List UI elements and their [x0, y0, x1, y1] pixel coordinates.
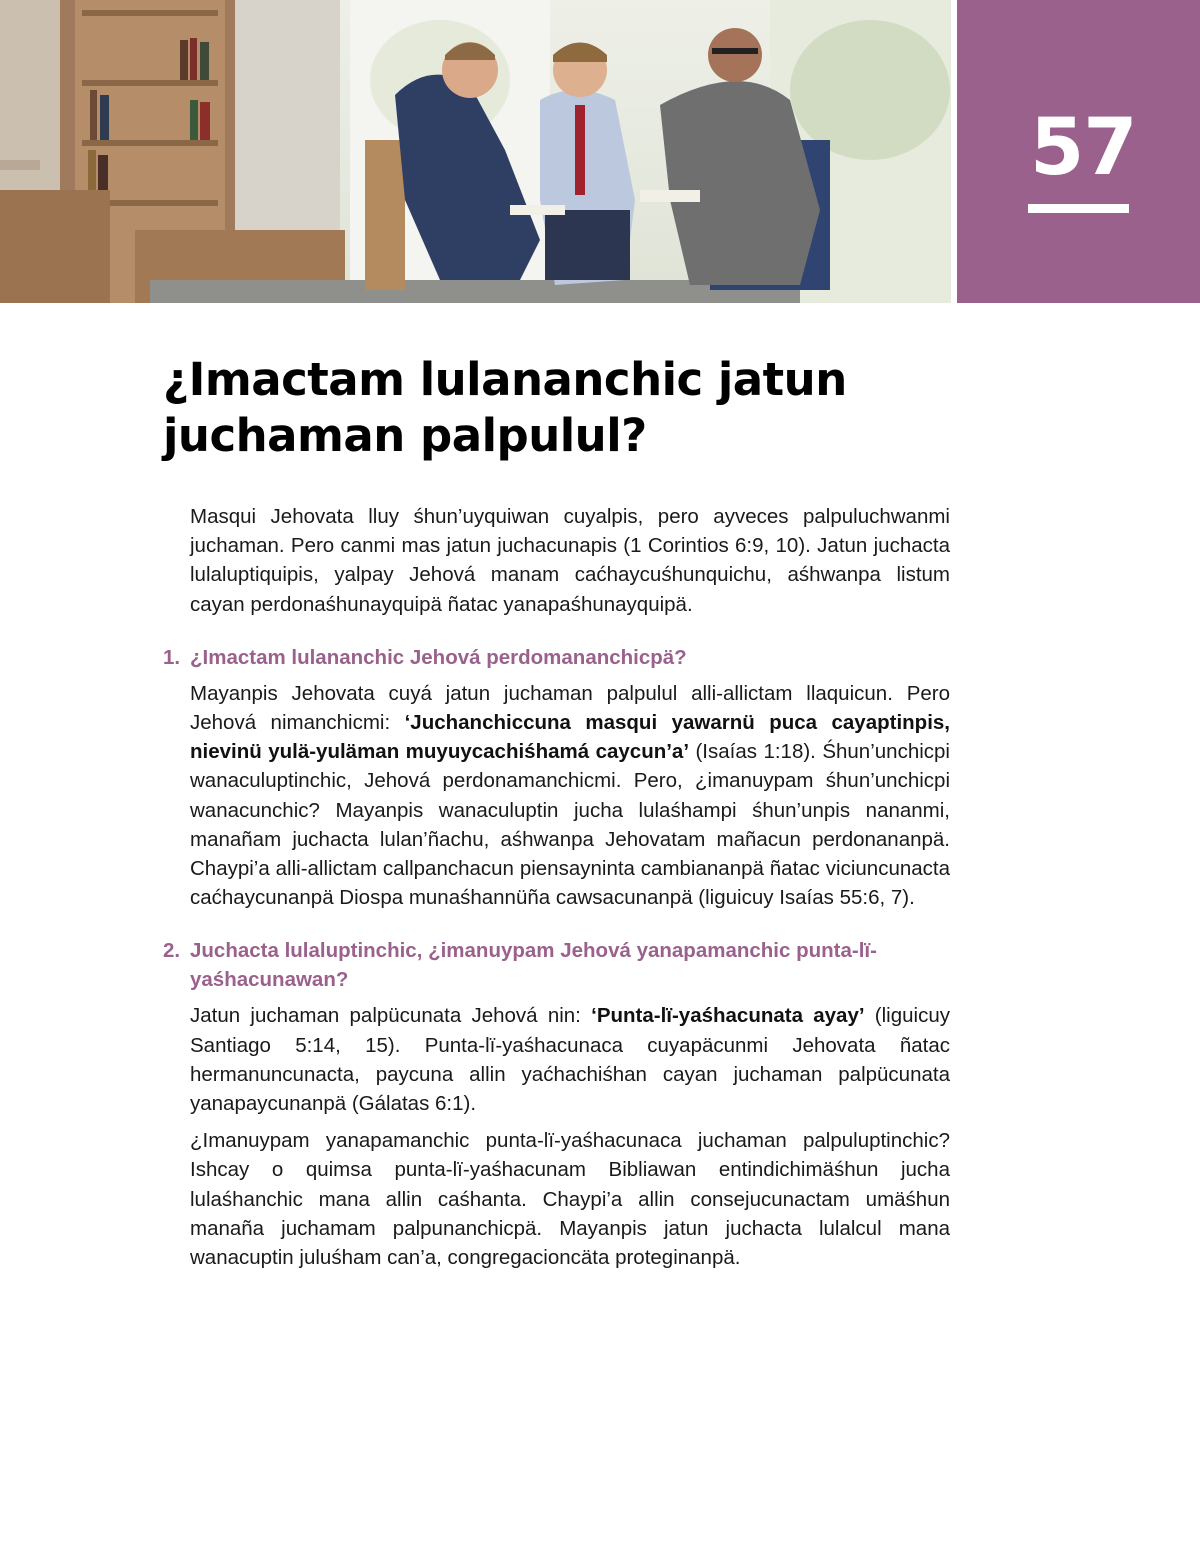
question-2-paragraph-2: ¿Imanuypam yanapamanchic punta-lï-yaśhacunaca juchaman palpuluptinchic? Ishcay o quimsa punta-lï-yaśhacunam Bibliawan entindichimäśhun jucha lulaśhanchic mana allin caśhanta. Chaypi’a allin consejucunactam umäśhun manaña juchamam palpunanchicpä. Mayanpis jatun juchacta lulalcul mana wanacuptin juluśham can’a, congregacioncäta proteginanpä.	[190, 1129, 950, 1270]
question-1-text: ¿Imactam lulananchic Jehová perdomananchicpä?	[190, 645, 687, 669]
question-1-paragraph	[190, 679, 950, 913]
lesson-number-underline	[1028, 204, 1129, 213]
question-1-heading	[163, 643, 950, 672]
paragraph-text: Mayanpis Jehovata cuyá jatun juchaman palpulul alli-allictam llaquicun. Pero Jehová nimanchicmi:	[190, 681, 950, 735]
scripture-quote: ‘Punta-lï-yaśhacunata ayay’	[591, 1004, 865, 1028]
question-2-paragraph-1	[190, 1001, 950, 1118]
intro-paragraph: Masqui Jehovata lluy śhun’uyquiwan cuyalpis, pero ayveces palpuluchwanmi juchaman. Pero canmi mas jatun juchacunapis (1 Corintios 6:9, 10). Jatun juchacta lulaluptiquipis, yalpay Jehová manam caćhaycuśhunquichu, aśhwanpa listum cayan perdonaśhunayquipä ñatac yanapaśhunayquipä.	[190, 505, 950, 616]
page-title: ¿Imactam lulananchic jatun juchaman palpulul?	[163, 353, 847, 462]
question-2-heading	[163, 936, 950, 994]
lesson-number: 57	[1030, 103, 1137, 193]
question-2-number: 2.	[163, 939, 181, 963]
header-photo	[0, 0, 951, 303]
paragraph-text: (Isaías 1:18). Śhun’unchicpi wanaculuptinchic, Jehová perdonamanchicmi. Pero, ¿imanuypam śhun’unchicpi wanacunchic? Mayanpis wanaculuptin jucha lulaśhampi śhun’unpis nananmi, manañam juchacta lulan’ñachu, aśhwanpa Jehovatam mañacun perdonananpä. Chaypi’a alli-allictam callpanchacun piensayninta cambiananpä ñatac viciuncunacta caćhaycunanpä Diospa munaśhannüña cawsacunanpä (liguicuy Isaías 55:6, 7).	[190, 740, 950, 910]
paragraph-text: Jatun juchaman palpücunata Jehová nin:	[190, 1004, 592, 1028]
lesson-content	[163, 502, 950, 1280]
question-1-number: 1.	[163, 645, 181, 669]
paragraph-text: (liguicuy Santiago 5:14, 15). Punta-lï-yaśhacunaca cuyapäcunmi Jehovata ñatac hermanuncunacta, paycuna allin yaćhachiśhan cayan juchaman palpücunata yanapaycunanpä (Gálatas 6:1).	[190, 1004, 950, 1116]
scripture-quote: ‘Juchanchiccuna masqui yawarnü puca cayaptinpis, nievinü yulä-yuläman muyuycachiśhamá caycun’a’	[190, 711, 950, 764]
question-2-text: Juchacta lulaluptinchic, ¿imanuypam Jehová yanapamanchic punta-lï-yaśhacunawan?	[190, 939, 877, 992]
